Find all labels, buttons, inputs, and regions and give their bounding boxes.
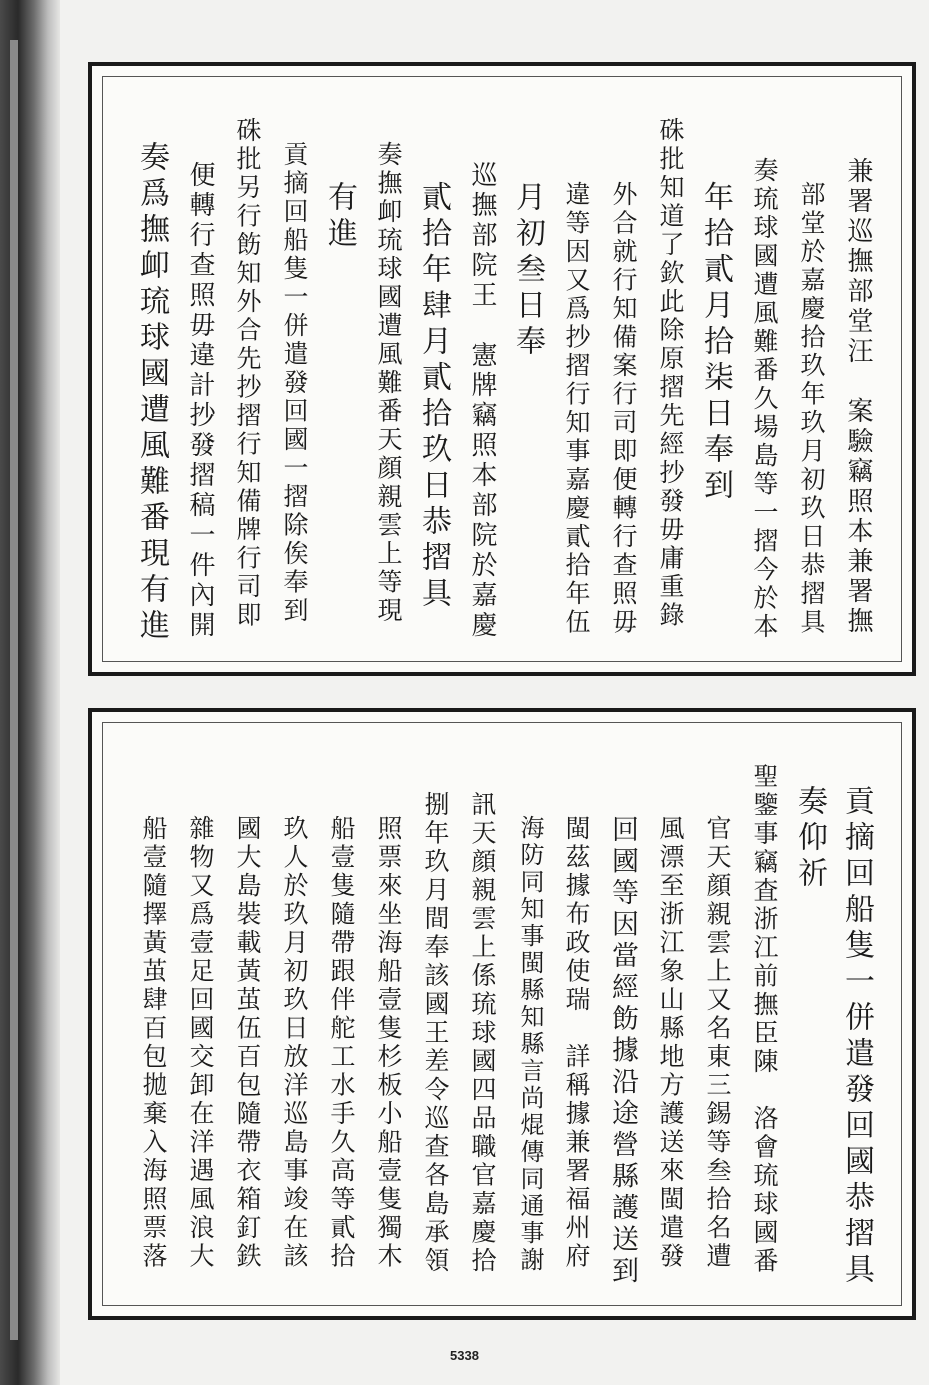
text-column: 雜物又爲壹足回國交卸在洋遇風浪大 (186, 815, 215, 1271)
panel-inner-border (102, 76, 902, 662)
text-column: 年拾貳月拾柒日奉到 (698, 181, 733, 505)
text-column: 奏爲撫卹琉球國遭風難番現有進 (134, 141, 169, 645)
text-column: 照票來坐海船壹隻杉板小船壹隻獨木 (374, 815, 403, 1271)
text-column: 貳拾年肆月貳拾玖日恭摺具 (416, 181, 451, 613)
text-column: 部堂於嘉慶拾玖年玖月初玖日恭摺具 (797, 181, 826, 637)
text-column: 外合就行知備案行司即便轉行查照毋 (609, 181, 638, 637)
text-column: 捌年玖月間奉該國王差令巡查各島承領 (421, 791, 450, 1276)
book-binding (0, 0, 60, 1385)
text-column: 官天顔親雲上又名東三錫等叁拾名遭 (703, 815, 732, 1271)
page-number: 5338 (450, 1348, 479, 1363)
text-column: 閩茲據布政使瑞 詳稱據兼署福州府 (562, 815, 591, 1271)
text-column: 貢摘回船隻一併遣發回國恭摺具 (839, 785, 874, 1289)
text-column: 貢摘回船隻一併遣發回國一摺除俟奉到 (280, 141, 309, 626)
binding-edge (10, 40, 18, 1340)
text-column: 船壹隻隨帶跟伴舵工水手久高等貳拾 (327, 815, 356, 1271)
text-column: 國大島裝載黃茧伍百包隨帶衣箱釘鉄 (233, 815, 262, 1271)
text-column: 便轉行查照毋違計抄發摺稿一件內開 (185, 161, 215, 641)
text-column: 月初叁日奉 (510, 181, 545, 361)
text-column: 兼署巡撫部堂汪 案驗竊照本兼署撫 (843, 157, 873, 637)
text-column: 有進 (322, 181, 357, 253)
text-column: 聖鑒事竊査浙江前撫臣陳 洛會琉球國番 (750, 763, 779, 1276)
text-column: 硃批另行飭知外合先抄摺行知備牌行司即 (233, 117, 262, 630)
text-column: 風漂至浙江象山縣地方護送來閩遣發 (656, 815, 685, 1271)
text-column: 巡撫部院王 憲牌竊照本部院於嘉慶 (467, 161, 497, 641)
text-column: 回國等因當經飭據沿途營縣護送到 (607, 815, 638, 1288)
document-panel-bottom (88, 708, 916, 1320)
text-column: 船壹隨擇黃茧肆百包拋棄入海照票落 (139, 815, 168, 1271)
text-column: 違等因又爲抄摺行知事嘉慶貳拾年伍 (562, 181, 591, 637)
text-column: 硃批知道了欽此除原摺先經抄發毋庸重錄 (656, 117, 685, 630)
text-column: 奏撫卹琉球國遭風難番天顔親雲上等現 (374, 141, 403, 626)
document-panel-top (88, 62, 916, 676)
text-column: 奏琉球國遭風難番久場島等一摺今於本 (750, 157, 779, 642)
panel-inner-border (102, 722, 902, 1306)
text-column: 海防同知事閩縣知縣言尚焜傳同通事謝 (516, 815, 544, 1274)
text-column: 訊天顔親雲上係琉球國四品職官嘉慶拾 (468, 791, 497, 1276)
text-column: 奏仰祈 (792, 785, 827, 893)
text-column: 玖人於玖月初玖日放洋巡島事竣在該 (280, 815, 309, 1271)
